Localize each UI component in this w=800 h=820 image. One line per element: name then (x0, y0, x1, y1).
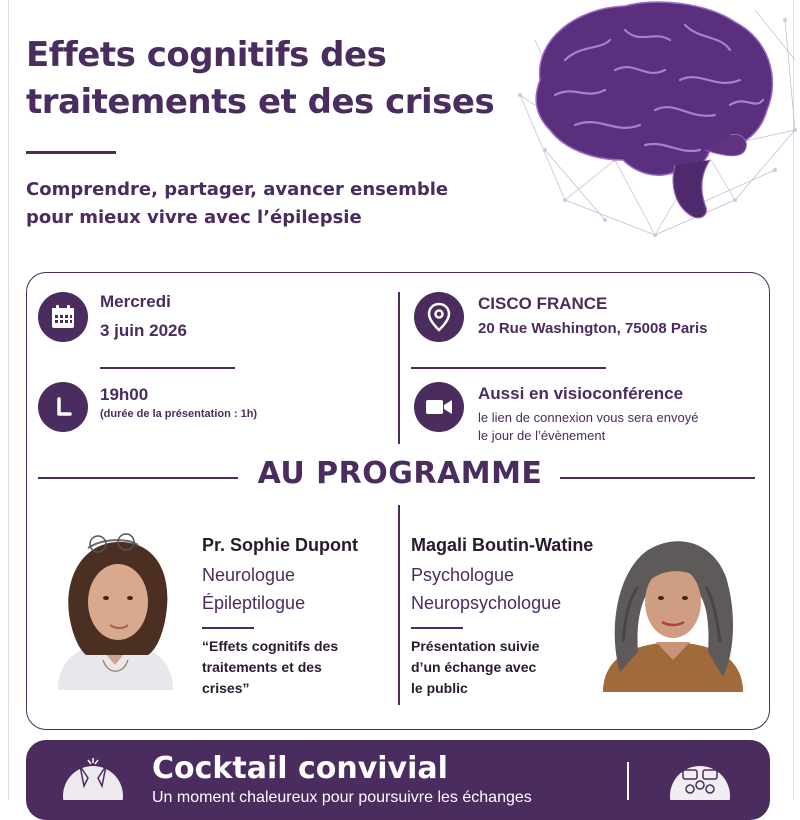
speaker-2-desc-line-1: Présentation suivie (411, 638, 540, 654)
location-pin-icon (414, 292, 464, 342)
venue-divider (411, 367, 606, 369)
speaker-1-desc-line-2: traitements et des (202, 659, 322, 675)
speaker-1-name: Pr. Sophie Dupont (202, 535, 358, 555)
cocktail-title: Cocktail convivial (152, 751, 448, 786)
speaker-photo-magali-boutin-watine (598, 532, 748, 692)
speakers-divider (398, 505, 400, 705)
speaker-2-divider (411, 627, 463, 629)
title-line-2: traitements et des crises (26, 82, 495, 122)
toast-glasses-icon (58, 756, 128, 800)
speaker-1-role-line-1: Neurologue (202, 565, 296, 585)
speaker-photo-sophie-dupont (48, 530, 183, 690)
speaker-2-desc-line-2: d’un échange avec (411, 659, 537, 675)
event-day: Mercredi (100, 292, 171, 311)
page-subtitle (26, 176, 496, 232)
venue-address: 20 Rue Washington, 75008 Paris (478, 320, 708, 337)
info-column-divider (398, 292, 400, 444)
speaker-1-desc-line-3: crises” (202, 680, 250, 696)
online-info-line-2: le jour de l’évènement (478, 428, 606, 443)
calendar-icon (38, 292, 88, 342)
cocktail-divider (627, 762, 629, 800)
brain-illustration (505, 0, 800, 245)
date-divider (100, 367, 235, 369)
speaker-2-role-line-2: Neuropsychologue (411, 593, 562, 613)
group-chat-icon (665, 756, 735, 800)
subtitle-line-1: Comprendre, partager, avancer ensemble (26, 179, 449, 200)
online-title: Aussi en visioconférence (478, 384, 684, 403)
event-duration: (durée de la présentation : 1h) (100, 408, 258, 420)
page-title (26, 32, 516, 126)
speaker-1-divider (202, 627, 254, 629)
event-date: 3 juin 2026 (100, 321, 187, 340)
speaker-2-role-line-1: Psychologue (411, 565, 515, 585)
online-info-line-1: le lien de connexion vous sera envoyé (478, 410, 699, 425)
speaker-1-desc-line-1: “Effets cognitifs des (202, 638, 339, 654)
cocktail-subtitle: Un moment chaleureux pour poursuivre les échanges (152, 789, 532, 806)
speaker-2-desc-line-3: le public (411, 680, 468, 696)
title-line-1: Effets cognitifs des (26, 35, 387, 75)
program-rule-right (560, 477, 755, 479)
video-camera-icon (414, 382, 464, 432)
clock-icon (38, 382, 88, 432)
subtitle-line-2: pour mieux vivre avec l’épilepsie (26, 207, 362, 228)
venue-name: CISCO FRANCE (478, 294, 608, 313)
speaker-2-name: Magali Boutin-Watine (411, 535, 594, 555)
event-time: 19h00 (100, 385, 149, 404)
title-divider (26, 151, 116, 154)
speaker-1-role-line-2: Épileptilogue (202, 593, 306, 613)
program-heading: AU PROGRAMME (257, 456, 543, 491)
